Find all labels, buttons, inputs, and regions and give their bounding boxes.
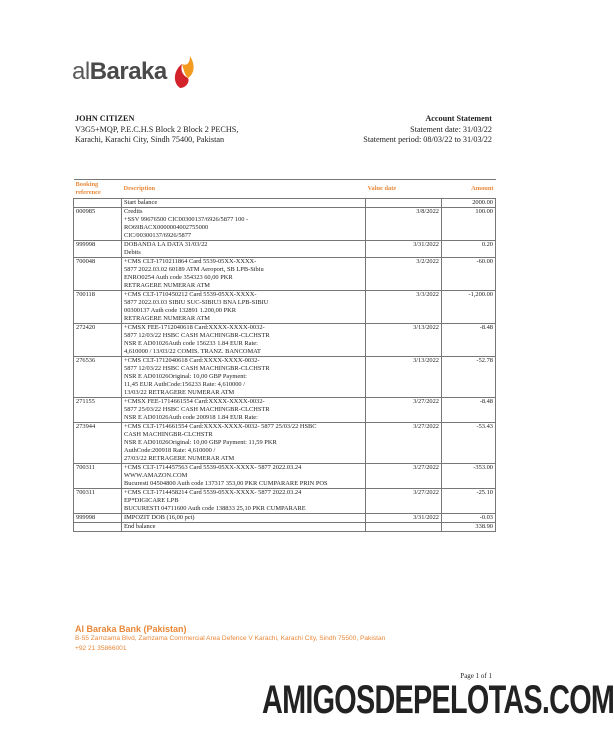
table-row <box>74 523 496 532</box>
cell-description: DOBANDA LA DATA 31/03/22 Debits <box>122 241 366 258</box>
account-block <box>363 114 492 146</box>
cell-value-date: 3/13/2022 <box>366 357 442 398</box>
cell-value-date <box>366 523 442 532</box>
logo-wordmark: alBaraka <box>72 58 167 85</box>
table-row <box>74 241 496 258</box>
table-row <box>74 514 496 523</box>
cell-ref: 273944 <box>74 423 122 464</box>
cell-amount: -25.10 <box>442 489 496 514</box>
table-row <box>74 199 496 208</box>
table-row <box>74 398 496 423</box>
cell-amount: -53.43 <box>442 423 496 464</box>
table-header-row <box>74 180 496 199</box>
cell-amount: -1,200.00 <box>442 291 496 324</box>
cell-description: +CMSX FEE-1714661554 Card:XXXX-XXXX-0032- 5877 25/03/22 HSBC CASH MACHINGBR-CLCHSTR NSR E AD01026Auth code 200918 1.84 EUR Rate: <box>122 398 366 423</box>
cell-value-date: 3/31/2022 <box>366 514 442 523</box>
flame-logo-icon <box>170 52 198 90</box>
page-number: Page 1 of 1 <box>460 672 492 680</box>
table-row <box>74 324 496 357</box>
cell-description: +CMS CLT-1714458214 Card 5539-05XX-XXXX- 5877 2022.03.24 EP*DIGICARE LPB BUCURESTI 04711600 Auth code 138833 25,10 PKR CUMPARARE <box>122 489 366 514</box>
cell-ref: 700048 <box>74 258 122 291</box>
customer-block <box>75 114 238 146</box>
cell-ref: 700311 <box>74 489 122 514</box>
bank-name: Al Baraka Bank (Pakistan) <box>75 624 187 634</box>
transactions-table <box>73 179 496 532</box>
customer-address-line2: Karachi, Karachi City, Sindh 75400, Pakistan <box>75 135 225 144</box>
cell-value-date <box>366 199 442 208</box>
cell-value-date: 3/27/2022 <box>366 464 442 489</box>
cell-amount: -353.00 <box>442 464 496 489</box>
cell-amount: -8.48 <box>442 398 496 423</box>
cell-ref: 272420 <box>74 324 122 357</box>
bank-footer <box>75 624 385 654</box>
customer-name: JOHN CITIZEN <box>75 114 135 123</box>
header-booking-reference: Booking reference <box>74 180 122 199</box>
cell-ref: 700118 <box>74 291 122 324</box>
statement-period: Statement period: 08/03/22 to 31/03/22 <box>363 135 492 144</box>
cell-ref <box>74 523 122 532</box>
header-value-date: Value date <box>366 180 442 199</box>
table-row <box>74 291 496 324</box>
albaraka-logo <box>72 52 212 96</box>
cell-amount: -52.78 <box>442 357 496 398</box>
cell-amount: -0.03 <box>442 514 496 523</box>
cell-value-date: 3/13/2022 <box>366 324 442 357</box>
cell-amount: 100.00 <box>442 208 496 241</box>
table-row <box>74 423 496 464</box>
bank-address: B-55 Zamzama Blvd, Zamzama Commercial Area Defence V Karachi, Karachi City, Sindh 75500, Pakistan <box>75 635 386 642</box>
cell-description: +CMSX FEE-1712040618 Card:XXXX-XXXX-0032- 5877 12/03/22 HSBC CASH MACHINGBR-CLCHSTR NSR E AD01026Auth code 156233 1.84 EUR Rate: 4,610000 / 13/03/22 COMIS. TRANZ. BANCOMAT <box>122 324 366 357</box>
cell-amount: 0.20 <box>442 241 496 258</box>
cell-ref: 999998 <box>74 241 122 258</box>
cell-description: +CMS CLT-1710211864 Card 5539-05XX-XXXX- 5877 2022.03.02 60189 ATM Aeroport, SB LPB-Sibiu ENRO0254 Auth code 354323 60,00 PKR RETRAGERE NUMERAR ATM <box>122 258 366 291</box>
cell-value-date: 3/2/2022 <box>366 258 442 291</box>
cell-ref: 999998 <box>74 514 122 523</box>
cell-ref: 276536 <box>74 357 122 398</box>
customer-address-line1: V3G5+MQP, P.E.C.H.S Block 2 Block 2 PECHS, <box>75 124 239 134</box>
cell-value-date: 3/8/2022 <box>366 208 442 241</box>
cell-description: +CMS CLT-1714457563 Card 5539-05XX-XXXX- 5877 2022.03.24 WWW.AMAZON.COM Bucuresti 04504800 Auth code 137317 353,00 PKR CUMPARARE PRIN POS <box>122 464 366 489</box>
cell-amount: 2000.00 <box>442 199 496 208</box>
cell-amount: 338.90 <box>442 523 496 532</box>
header-description: Description <box>122 180 366 199</box>
statement-date: Statement date: 31/03/22 <box>410 124 492 134</box>
cell-ref: 700311 <box>74 464 122 489</box>
table-row <box>74 489 496 514</box>
cell-ref: 271155 <box>74 398 122 423</box>
statement-title: Account Statement <box>425 114 492 123</box>
table-row <box>74 357 496 398</box>
cell-amount: -8.48 <box>442 324 496 357</box>
cell-ref: 000985 <box>74 208 122 241</box>
header-amount: Amount <box>442 180 496 199</box>
cell-description: +CMS CLT-1710450212 Card 5539-05XX-XXXX- 5877 2022.03.03 SIBIU SUC-SIBIU3 BNA LPB-SIBIU 00300137 Auth code 132891 1.200,00 PKR RETRAGERE NUMERAR ATM <box>122 291 366 324</box>
cell-description: +CMS CLT-1712040618 Card:XXXX-XXXX-0032- 5877 12/03/22 HSBC CASH MACHINGBR-CLCHSTR NSR E AD01026Original: 10,00 GBP Payment: 11,45 EUR AuthCode:156233 Rate: 4,610000 / 13/03/22 RETRAGERE NUMERAR ATM <box>122 357 366 398</box>
cell-description: Credits +SSV 99676500 CIC00300137/6926/5877 100 - RO69BACX0000004002755000 CIC/00300137/6926/5877 <box>122 208 366 241</box>
cell-value-date: 3/27/2022 <box>366 489 442 514</box>
cell-value-date: 3/27/2022 <box>366 423 442 464</box>
cell-ref <box>74 199 122 208</box>
cell-description: End balance <box>122 523 366 532</box>
watermark: AMIGOSDEPELOTAS.COM <box>262 678 614 722</box>
cell-amount: -60.00 <box>442 258 496 291</box>
cell-description: +CMS CLT-1714661554 Card:XXXX-XXXX-0032- 5877 25/03/22 HSBC CASH MACHINGBR-CLCHSTR NSR E AD01026Original: 10,00 GBP Payment: 11,59 PKR AuthCode:200918 Rate: 4,610000 / 27/03/22 RETRAGERE NUMERAR ATM <box>122 423 366 464</box>
bank-phone: +92 21 35866001 <box>75 645 127 652</box>
table-row <box>74 464 496 489</box>
cell-description: Start balance <box>122 199 366 208</box>
cell-value-date: 3/27/2022 <box>366 398 442 423</box>
table-row <box>74 258 496 291</box>
cell-value-date: 3/31/2022 <box>366 241 442 258</box>
cell-description: IMPOZIT DOB (16,00 pct) <box>122 514 366 523</box>
cell-value-date: 3/3/2022 <box>366 291 442 324</box>
table-row <box>74 208 496 241</box>
